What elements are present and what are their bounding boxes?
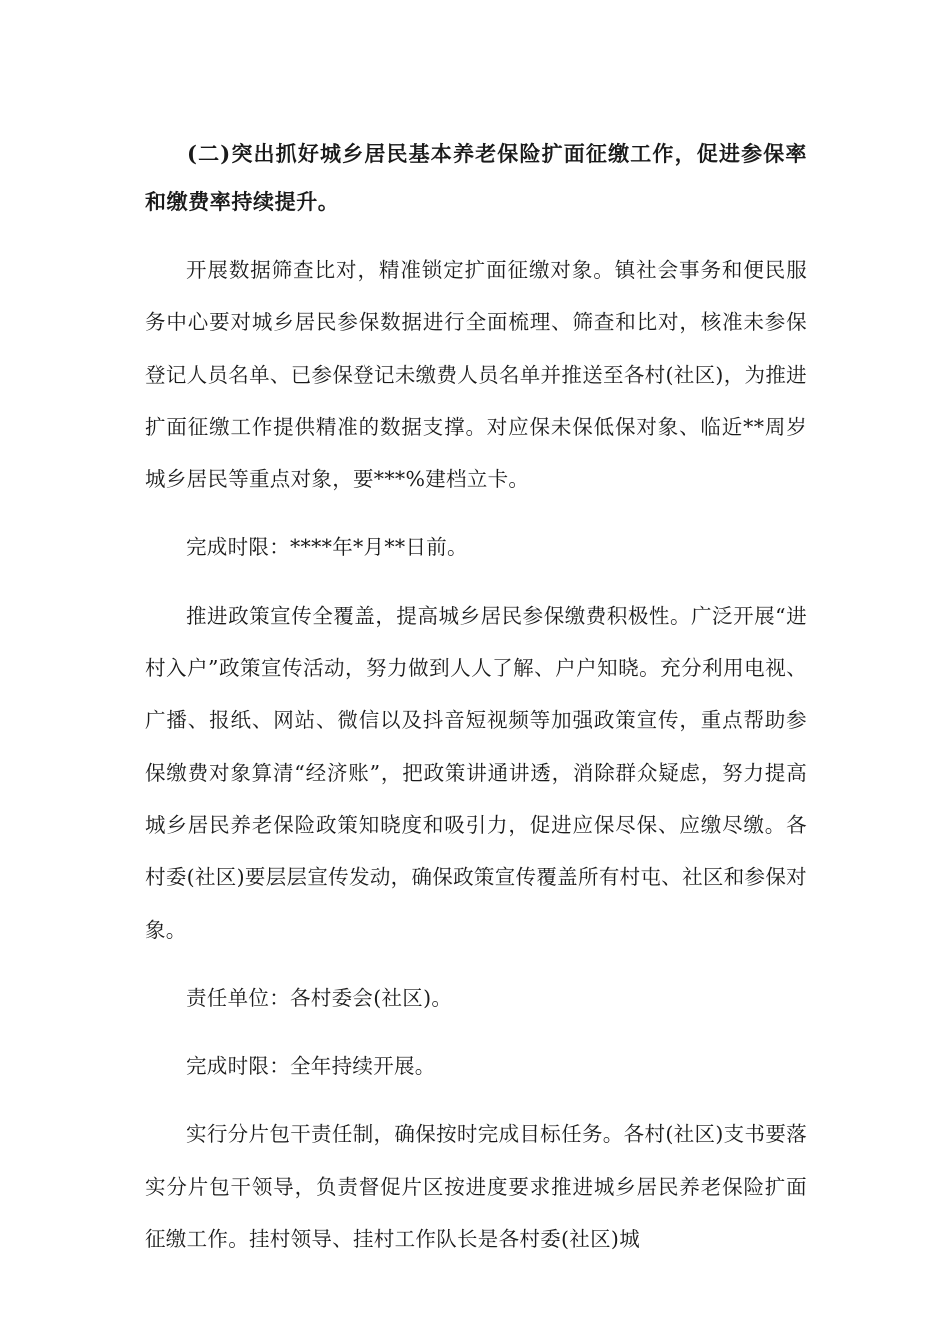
paragraph-responsibility-system: 实行分片包干责任制，确保按时完成目标任务。各村(社区)支书要落实分片包干领导，负责督促片区按进度要求推进城乡居民养老保险扩面征缴工作。挂村领导、挂村工作队长是各村委(社区)城 (145, 1122, 807, 1252)
section-heading: (二)突出抓好城乡居民基本养老保险扩面征缴工作，促进参保率和缴费率持续提升。 (145, 141, 807, 214)
paragraph-policy-promotion: 推进政策宣传全覆盖，提高城乡居民参保缴费积极性。广泛开展“进村入户”政策宣传活动，努力做到人人了解、户户知晓。充分利用电视、广播、报纸、网站、微信以及抖音短视频等加强政策宣传，重点帮助参保缴费对象算清“经济账”，把政策讲通讲透，消除群众疑虑，努力提高城乡居民养老保险政策知晓度和吸引力，促进应保尽保、应缴尽缴。各村委(社区)要层层宣传发动，确保政策宣传覆盖所有村屯、社区和参保对象。 (145, 603, 807, 942)
paragraph-deadline-1: 完成时限：****年*月**日前。 (186, 535, 468, 560)
paragraph-responsible-unit: 责任单位：各村委会(社区)。 (186, 985, 453, 1010)
paragraph-data-screening: 开展数据筛查比对，精准锁定扩面征缴对象。镇社会事务和便民服务中心要对城乡居民参保数据进行全面梳理、筛查和比对，核准未参保登记人员名单、已参保登记未缴费人员名单并推送至各村(社区)，为推进扩面征缴工作提供精准的数据支撑。对应保未保低保对象、临近**周岁城乡居民等重点对象，要***%建档立卡。 (145, 258, 807, 492)
paragraph-deadline-2: 完成时限：全年持续开展。 (186, 1054, 436, 1079)
document-body (145, 130, 807, 1281)
